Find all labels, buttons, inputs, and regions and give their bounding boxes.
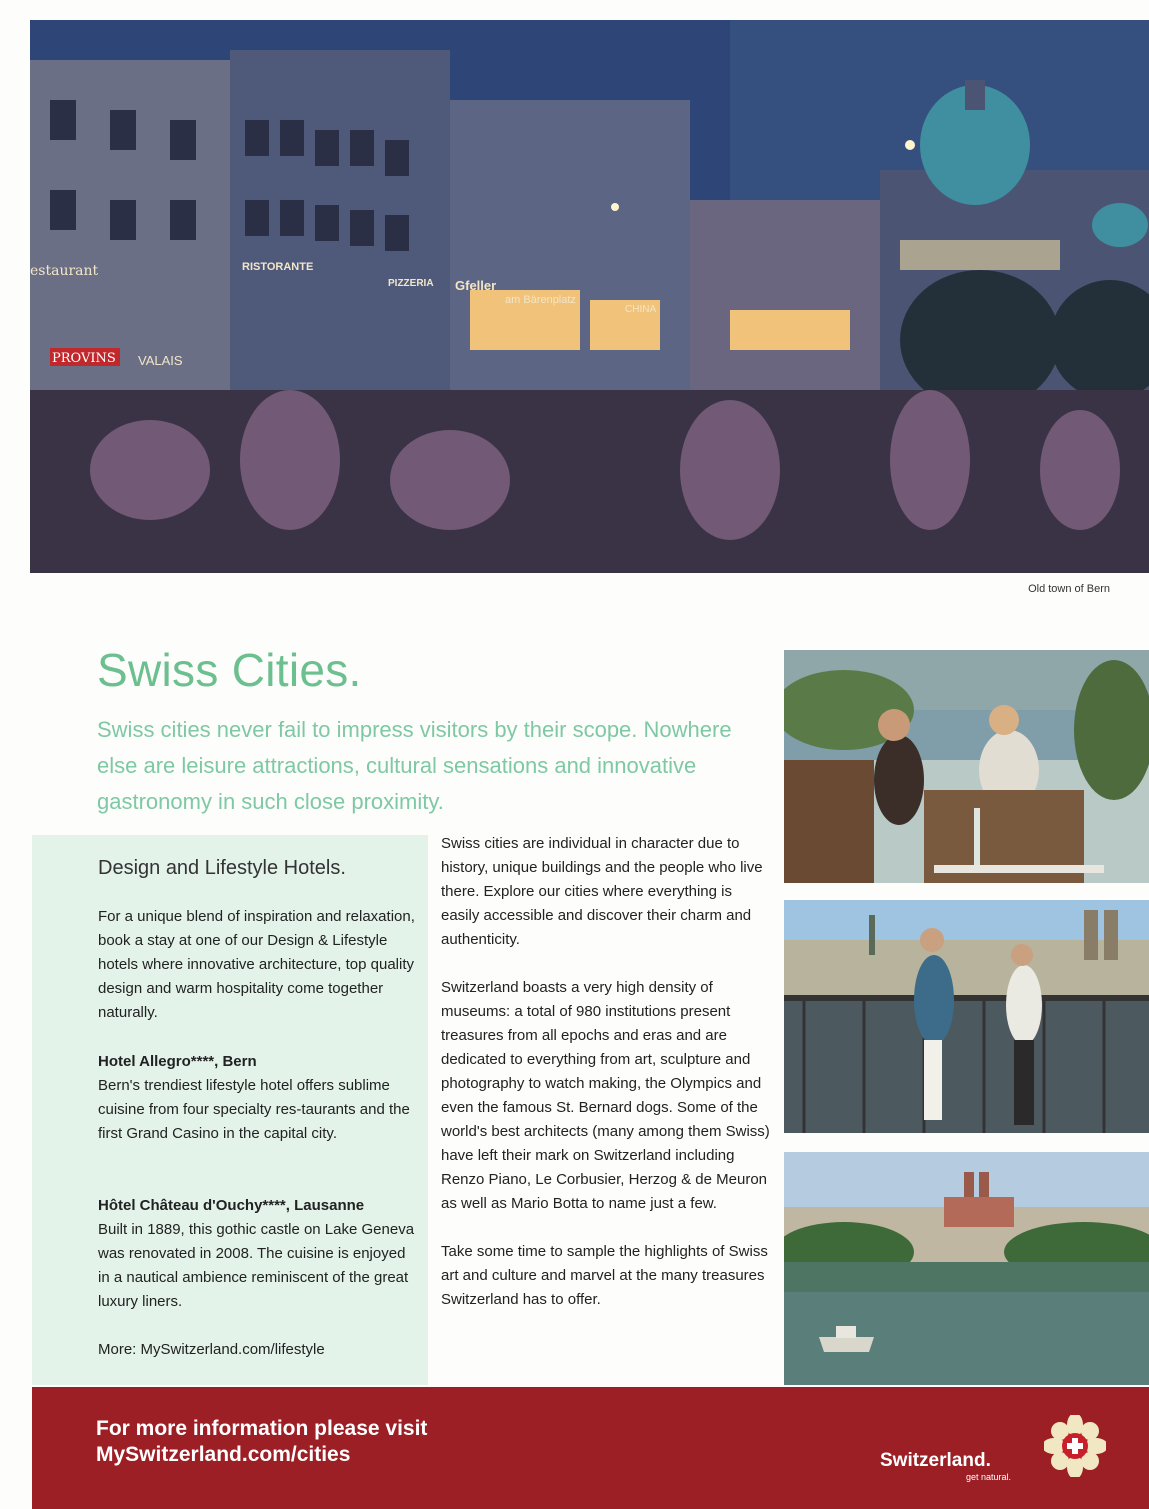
photo-basel-river — [784, 1152, 1149, 1385]
sign-provins: PROVINS — [52, 351, 116, 366]
footer-link[interactable]: MySwitzerland.com/cities — [96, 1443, 351, 1466]
photo-zurich-bridge — [784, 900, 1149, 1133]
page-title: Swiss Cities. — [97, 644, 362, 696]
hotel-description: Bern's trendiest lifestyle hotel offers sublime cuisine from four specialty res-taurants and the first Grand Casino in the capital city. — [98, 1077, 410, 1142]
sign-valais: VALAIS — [138, 353, 183, 368]
body-paragraph-2: Switzerland boasts a very high density of museums: a total of 980 institutions present treasures from all epochs and eras and are dedicated to everything from art, sculpture and photography to watch making, the Olympics and even the famous St. Bernard dogs. Some of the world's best architects (many among them Swiss) have left their mark on Switzerland including Renzo Piano, Le Corbusier, Herzog & de Meuron as well as Mario Botta to name just a few. — [441, 979, 770, 1212]
hero-photo — [30, 20, 1149, 573]
hotel-entry — [98, 1194, 418, 1314]
hotel-entry — [98, 1050, 418, 1146]
hotel-name: Hotel Allegro****, Bern — [98, 1053, 257, 1070]
footer-banner — [32, 1387, 1149, 1509]
sidebar-more-link[interactable]: More: MySwitzerland.com/lifestyle — [98, 1341, 325, 1358]
hotel-name: Hôtel Château d'Ouchy****, Lausanne — [98, 1197, 365, 1214]
edelweiss-icon — [1044, 1415, 1106, 1477]
sign-china: CHINA — [625, 304, 657, 315]
brand-tagline: get natural. — [966, 1472, 1012, 1482]
intro-text: Swiss cities never fail to impress visitors by their scope. Nowhere else are leisure attractions, cultural sensations and innovative gastronomy in such close proximity. — [97, 717, 732, 814]
body-paragraph-1: Swiss cities are individual in character due to history, unique buildings and the people who live there. Explore our cities where everything is easily accessible and discover their charm and authenticity. — [441, 835, 763, 948]
hotel-description: Built in 1889, this gothic castle on Lake Geneva was renovated in 2008. The cuisine is enjoyed in a nautical ambience reminiscent of the great luxury liners. — [98, 1221, 415, 1310]
sign-gfeller: Gfeller — [455, 278, 497, 293]
sign-ristorante: RISTORANTE — [242, 261, 314, 273]
body-paragraph-3: Take some time to sample the highlights of Swiss art and culture and marvel at the many treasures Switzerland has to offer. — [441, 1243, 768, 1308]
body-column — [441, 832, 771, 1336]
footer-info-line: For more information please visit — [96, 1417, 428, 1440]
sign-restaurant: estaurant — [30, 263, 99, 279]
hotels-sidebar — [32, 835, 428, 1385]
sidebar-title: Design and Lifestyle Hotels. — [98, 857, 346, 879]
hero-caption: Old town of Bern — [1028, 583, 1110, 595]
brand-logo-text: Switzerland. — [880, 1450, 991, 1471]
sign-barenplatz: am Bärenplatz — [505, 294, 576, 306]
sign-pizzeria: PIZZERIA — [388, 278, 434, 289]
photo-cafe-lake — [784, 650, 1149, 883]
sidebar-intro: For a unique blend of inspiration and relaxation, book a stay at one of our Design & Lifestyle hotels where innovative architecture, top quality design and warm hospitality come together naturally. — [98, 908, 415, 1021]
